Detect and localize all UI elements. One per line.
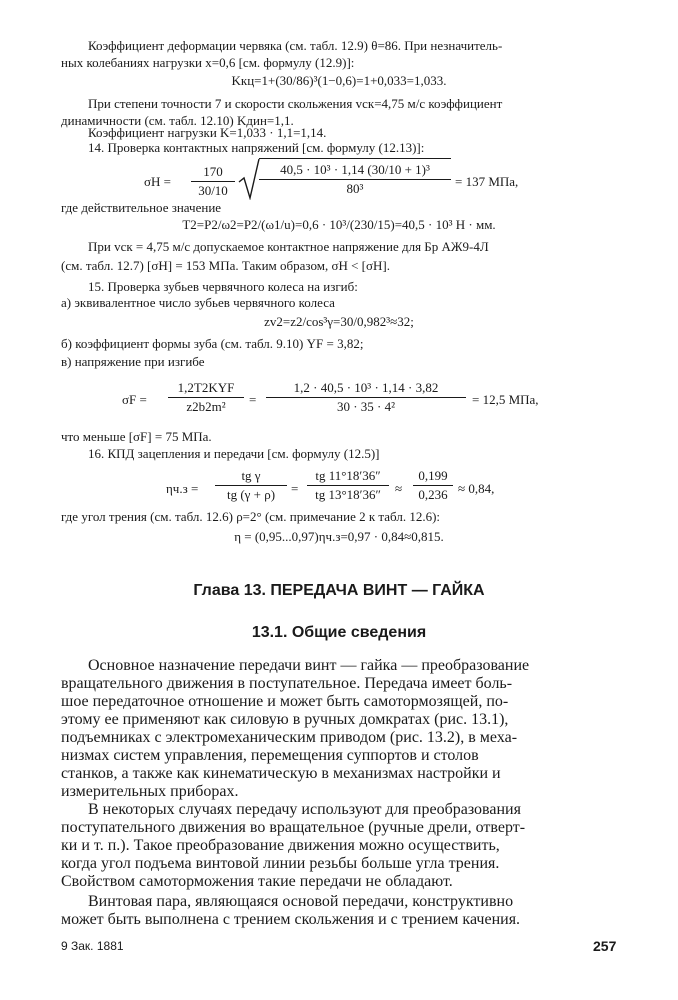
paragraph-line: вращательного движения в поступательное. Передача имеет боль- (61, 675, 513, 692)
text-line: где угол трения (см. табл. 12.6) ρ=2° (см. примечание 2 к табл. 12.6): (61, 509, 441, 524)
text-line: 16. КПД зацепления и передачи [см. формулу (12.5)] (88, 446, 380, 461)
radical-fraction: $\frac{\text{40,5 · 10³ · 1,14 (30/10 + 1)³}}{\text{80³}}$ (259, 162, 451, 197)
eq-lhs: σH = (144, 174, 171, 189)
text-line: 14. Проверка контактных напряжений [см. формулу (12.13)]: (88, 140, 425, 155)
text-line: Коэффициент нагрузки K=1,033 · 1,1=1,14. (88, 125, 327, 140)
chapter-title: Глава 13. ПЕРЕДАЧА ВИНТ — ГАЙКА (193, 582, 485, 599)
paragraph-line: шое передаточное отношение и может быть самотормозящей, по- (61, 693, 509, 710)
paragraph-line: измерительных приборах. (61, 783, 239, 800)
radical-sign (238, 158, 260, 200)
paragraph-line: низмах систем управления, перемещения суппортов и столов (61, 747, 479, 764)
eq-lhs: ηч.з = (166, 481, 199, 496)
section-title: 13.1. Общие сведения (251, 624, 427, 641)
eq-rhs: = 12,5 МПа, (472, 392, 539, 407)
fraction: $\frac{tg 11^\circ 18'36''}{tg 13^\circ 18'36''}$ (307, 468, 389, 503)
paragraph-line: В некоторых случаях передачу используют для преобразования (88, 801, 521, 818)
radical-bar (259, 158, 451, 159)
formula-eta: η = (0,95...0,97)ηч.з=0,97 · 0,84≈0,815. (234, 529, 444, 544)
text-line: (см. табл. 12.7) [σH] = 153 МПа. Таким образом, σH < [σH]. (61, 258, 390, 273)
formula-zv2: zv2=z2/cos³γ=30/0,982³≈32; (264, 314, 414, 329)
eq-equals: = (291, 481, 299, 496)
eq-rhs: ≈ 0,84, (458, 481, 495, 496)
text-line: где действительное значение (61, 200, 222, 215)
eq-rhs: = 137 МПа, (455, 174, 519, 189)
formula-k-kc: Kкц=1+(30/86)³(1−0,6)=1+0,033=1,033. (231, 73, 447, 88)
text-line: При степени точности 7 и скорости скольжения vск=4,75 м/с коэффициент (88, 96, 503, 111)
fraction: $\frac{0,199}{0,236}$ (413, 468, 453, 503)
fraction: $\frac{\text{1,2 · 40,5 · 10³ · 1,14 · 3,82}}{\text{30 · 35 · 4²}}$ (266, 380, 466, 415)
eq-lhs: σF = (122, 392, 147, 407)
text-line: При vск = 4,75 м/с допускаемое контактное напряжение для Бр АЖ9-4Л (88, 239, 489, 254)
eq-equals: = (249, 392, 257, 407)
paragraph-line: Винтовая пара, являющаяся основой передачи, конструктивно (88, 893, 514, 910)
text-line: в) напряжение при изгибе (61, 354, 205, 369)
eq-approx: ≈ (395, 481, 403, 496)
paragraph-line: может быть выполнена с трением скольжения и с трением качения. (61, 911, 521, 928)
paragraph-line: Основное назначение передачи винт — гайка — преобразование (88, 657, 530, 674)
paragraph-line: поступательного движения во вращательное (ручные дрели, отверт- (61, 819, 526, 836)
text-line: динамичности (см. табл. 12.10) Kдин=1,1. (61, 113, 294, 128)
text-line: б) коэффициент формы зуба (см. табл. 9.10) YF = 3,82; (61, 336, 364, 351)
fraction: $\frac{170}{30/10}$ (191, 164, 235, 199)
text-line: 15. Проверка зубьев червячного колеса на изгиб: (88, 279, 358, 294)
footer-print-mark: 9 Зак. 1881 (61, 939, 124, 953)
paragraph-line: Свойством самоторможения такие передачи не обладают. (61, 873, 453, 890)
text-line: а) эквивалентное число зубьев червячного колеса (61, 295, 335, 310)
text-line: Коэффициент деформации червяка (см. табл. 12.9) θ=86. При незначитель- (88, 38, 503, 53)
paragraph-line: подъемниках с электромеханическим приводом (рис. 13.2), в меха- (61, 729, 518, 746)
text-line: ных колебаниях нагрузки x=0,6 [см. формулу (12.9)]: (61, 55, 355, 70)
fraction: 1,2T2KYF z2b2m² (168, 380, 244, 415)
page-number: 257 (593, 938, 617, 954)
fraction: $\frac{\text{tg γ}}{tg (\gamma + \rho)}$ (215, 468, 287, 503)
paragraph-line: станков, а также как кинематическую в механизмах настройки и (61, 765, 501, 782)
text-line: что меньше [σF] = 75 МПа. (61, 429, 212, 444)
paragraph-line: этому ее применяют как силовую в ручных домкратах (рис. 13.1), (61, 711, 509, 728)
paragraph-line: ки и т. п.). Такое преобразование движения можно осуществить, (61, 837, 500, 854)
paragraph-line: когда угол подъема винтовой линии резьбы больше угла трения. (61, 855, 500, 872)
formula-t2: T2=P2/ω2=P2/(ω1/u)=0,6 · 10³/(230/15)=40,5 · 10³ Н · мм. (182, 217, 496, 232)
